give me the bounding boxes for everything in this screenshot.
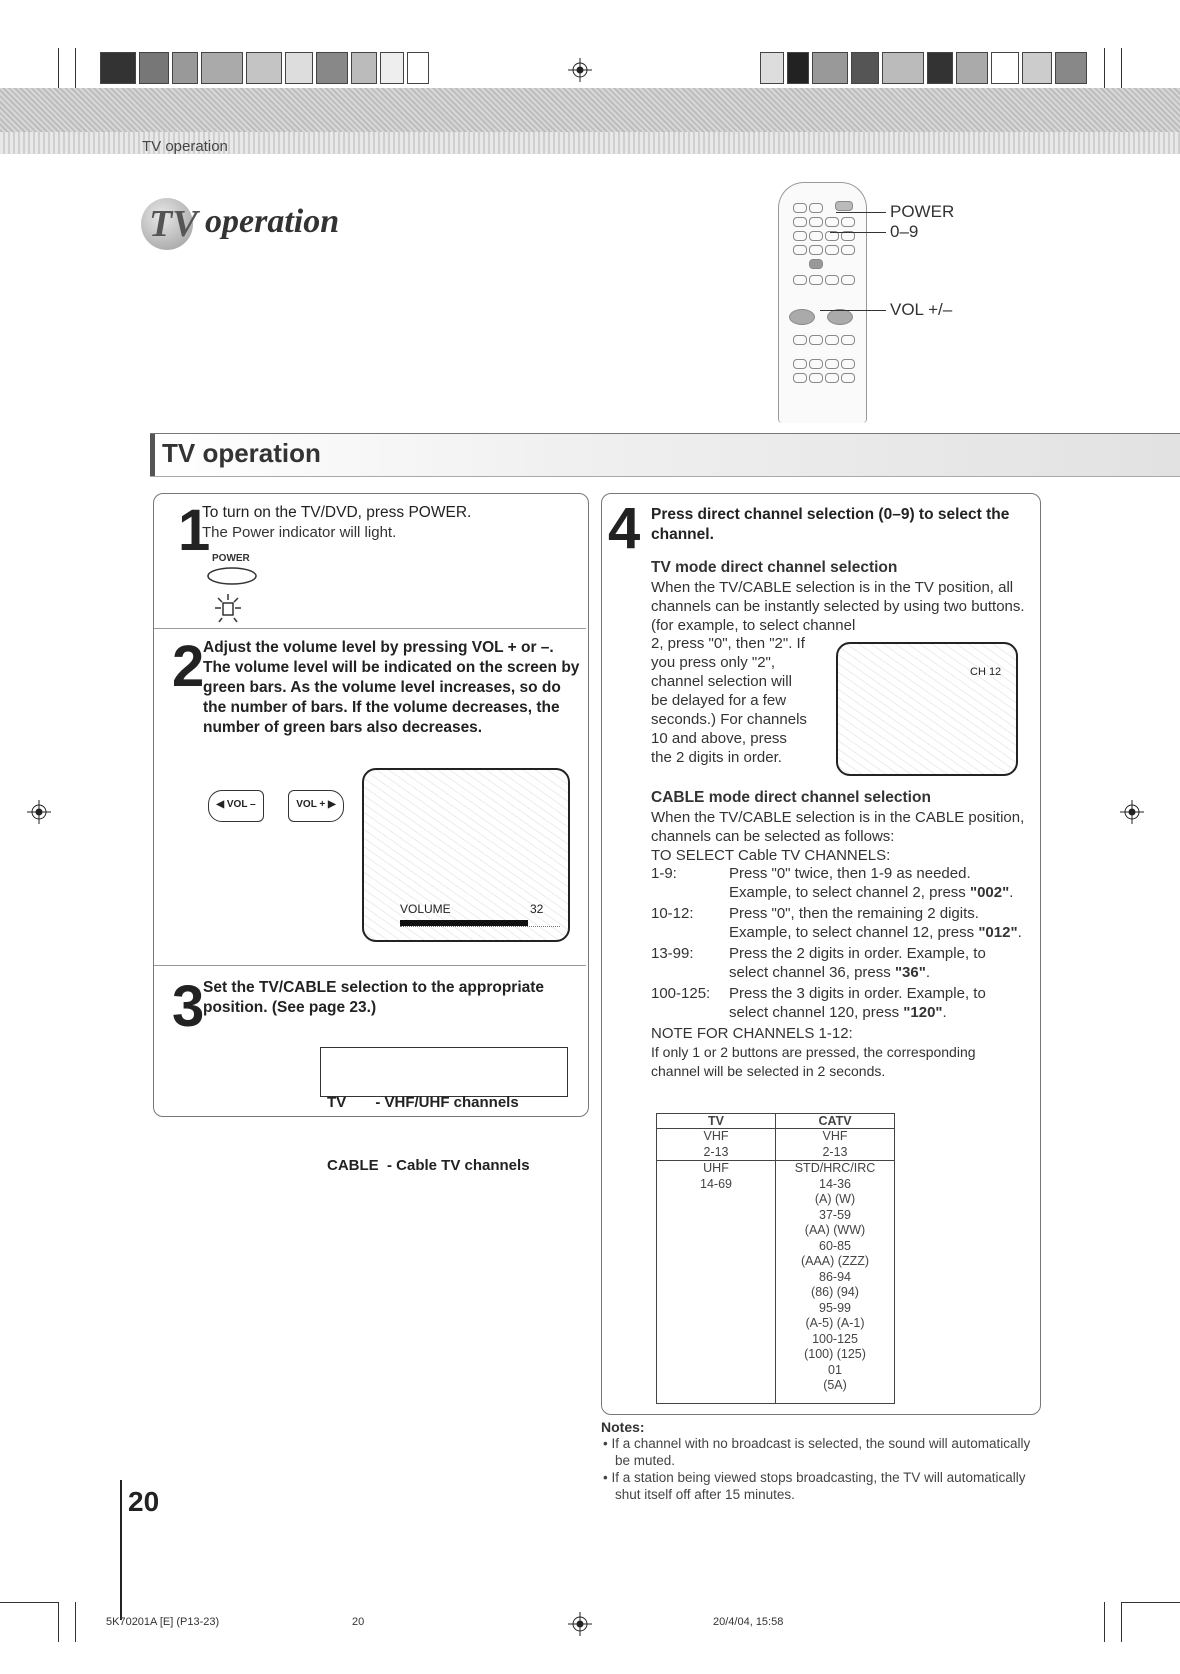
color-bar-right — [760, 52, 1090, 82]
step2-heading: Adjust the volume level by pressing VOL + or –. The volume level will be indicated on the screen by green bars. As the volume level increases, so do the number of bars. If the volume decreases, the number of green bars also decreases. — [203, 639, 580, 736]
footer-page-small: 20 — [352, 1616, 365, 1628]
table-cell: 37-59 — [819, 1207, 851, 1222]
range-desc-end: . — [942, 1004, 947, 1021]
tv-mode-wrap-line: 10 and above, press — [651, 730, 787, 747]
range-row — [651, 944, 1027, 982]
range-desc: Press the 2 digits in order. Example, to select channel 36, press — [729, 945, 986, 981]
table-cell: (100) (125) — [804, 1347, 866, 1361]
note-text: If a channel with no broadcast is selected, the sound will automatically be muted. — [611, 1436, 1031, 1468]
cable-mode-intro: When the TV/CABLE selection is in the CABLE position, channels can be selected as follows: — [651, 809, 1025, 845]
range-label: 100-125: — [651, 985, 711, 1002]
page-title: operation — [205, 203, 340, 240]
channel-osd-screen — [836, 642, 1018, 776]
title-emblem-text: TV — [149, 203, 198, 245]
tv-cable-row-tv: TV - VHF/UHF channels — [327, 1094, 519, 1111]
power-button-icon — [206, 566, 258, 586]
vol-minus-arrow-icon: ◀ — [216, 799, 225, 810]
range-desc-end: . — [1009, 884, 1014, 901]
tv-mode-wrap-line: the 2 digits in order. — [651, 749, 782, 766]
note-text: If a station being viewed stops broadcasting, the TV will automatically shut itself off after 15 minutes. — [611, 1470, 1026, 1502]
channel-table-wrap — [656, 1113, 895, 1404]
indicator-light-icon — [212, 592, 244, 624]
table-cell-catv-list — [776, 1161, 895, 1404]
callout-volume: VOL +/– — [890, 300, 953, 319]
table-cell: 95-99 — [819, 1300, 851, 1315]
table-cell: (86) (94) — [811, 1285, 859, 1299]
tv-cable-box — [320, 1047, 568, 1174]
callout-power: POWER — [890, 202, 955, 221]
page-number: 20 — [128, 1486, 160, 1517]
tv-cable-row-cable: CABLE - Cable TV channels — [327, 1157, 530, 1174]
footer-date: 20/4/04, 15:58 — [713, 1616, 784, 1628]
range-code: "012" — [978, 924, 1018, 941]
color-bar-left — [100, 52, 432, 82]
step1-heading: To turn on the TV/DVD, press POWER. — [202, 504, 472, 521]
note-item: • If a channel with no broadcast is selected, the sound will automatically be muted. — [603, 1436, 1031, 1468]
table-header-row — [657, 1114, 895, 1129]
table-cell: STD/HRC/IRC — [794, 1161, 876, 1175]
step3-heading: Set the TV/CABLE selection to the appropriate position. (See page 23.) — [203, 979, 545, 1016]
table-cell: (A) (W) — [814, 1192, 856, 1206]
tv-mode-wrap-line: 2, press "0", then "2". If — [651, 635, 805, 652]
step-number-1: 1 — [178, 498, 211, 563]
step-number-4: 4 — [608, 496, 641, 561]
table-cell: (A-5) (A-1) — [805, 1316, 865, 1330]
volume-bar-fill — [400, 920, 528, 926]
range-label: 1-9: — [651, 865, 677, 882]
table-cell: VHF — [703, 1129, 729, 1143]
registration-mark-right — [1120, 800, 1144, 824]
range-code: "36" — [894, 964, 926, 981]
table-cell: (AA) (WW) — [804, 1223, 866, 1237]
table-cell: 100-125 — [812, 1331, 858, 1346]
title-emblem — [141, 198, 198, 250]
power-button-label: POWER — [212, 553, 250, 564]
range-desc-end: . — [925, 964, 931, 981]
table-header-tv: TV — [657, 1114, 776, 1129]
registration-mark-bottom — [568, 1612, 592, 1636]
vol-minus-label: VOL – — [226, 799, 256, 810]
vol-plus-button — [288, 790, 344, 822]
range-code: "120" — [903, 1004, 943, 1021]
note-item: • If a station being viewed stops broadcasting, the TV will automatically shut itself off after 15 minutes. — [603, 1470, 1026, 1502]
range-desc: Press "0", then the remaining 2 digits. Example, to select channel 12, press — [729, 905, 979, 941]
osd-volume-value: 32 — [530, 902, 544, 916]
volume-bar-track — [400, 920, 560, 927]
tv-mode-wrap-line: you press only "2", — [651, 654, 776, 671]
volume-osd-screen — [362, 768, 570, 942]
section-title: TV operation — [162, 438, 321, 468]
range-label: 10-12: — [651, 905, 694, 922]
vol-minus-button — [208, 790, 264, 822]
table-cell: 14-69 — [700, 1176, 732, 1191]
osd-channel: CH 12 — [970, 666, 1002, 678]
vol-plus-label: VOL + — [296, 799, 326, 810]
tv-mode-wrap-line: channel selection will — [651, 673, 792, 690]
step-number-3: 3 — [172, 974, 205, 1039]
table-cell: 14-36 — [819, 1176, 851, 1191]
table-row-vhf — [657, 1129, 895, 1161]
footer-file-code: 5K70201A [E] (P13-23) — [106, 1616, 220, 1628]
table-cell: 2-13 — [822, 1144, 848, 1159]
tv-mode-wrap-line: be delayed for a few — [651, 692, 787, 709]
tv-mode-wrap-line: seconds.) For channels — [651, 711, 807, 728]
registration-mark-top — [568, 58, 592, 82]
channel-table — [656, 1113, 895, 1404]
table-cell: 86-94 — [819, 1269, 851, 1284]
channels-note-text: If only 1 or 2 buttons are pressed, the corresponding channel will be selected in 2 seconds. — [651, 1044, 976, 1079]
table-cell: 01 — [828, 1362, 842, 1377]
step4-heading: Press direct channel selection (0–9) to select the channel. — [651, 506, 1010, 543]
channels-note-title: NOTE FOR CHANNELS 1-12: — [651, 1025, 853, 1042]
callout-digits: 0–9 — [890, 222, 919, 241]
range-row — [651, 904, 1027, 942]
tv-mode-title: TV mode direct channel selection — [651, 559, 898, 576]
remote-control-illustration — [778, 182, 867, 423]
table-row-uhf — [657, 1161, 895, 1404]
notes-title: Notes: — [601, 1419, 645, 1435]
cable-mode-title: CABLE mode direct channel selection — [651, 789, 931, 806]
registration-mark-left — [27, 800, 51, 824]
table-cell: (AAA) (ZZZ) — [800, 1254, 870, 1268]
range-row — [651, 864, 1027, 902]
table-cell: 60-85 — [819, 1238, 851, 1253]
range-desc: Press the 3 digits in order. Example, to select channel 120, press — [729, 985, 986, 1021]
table-cell: VHF — [822, 1129, 848, 1143]
vol-plus-arrow-icon: ▶ — [328, 799, 336, 810]
osd-volume-label: VOLUME — [400, 902, 451, 916]
header-label: TV operation — [142, 138, 228, 155]
range-desc-end: . — [1017, 924, 1022, 941]
table-cell: UHF — [703, 1161, 729, 1175]
step-number-2: 2 — [172, 634, 205, 699]
range-label: 13-99: — [651, 945, 694, 962]
range-code: "002" — [969, 884, 1010, 901]
tv-mode-intro: When the TV/CABLE selection is in the TV position, all channels can be instantly selected by using two buttons. (for example, to select channel — [651, 579, 1025, 634]
cable-select-label: TO SELECT Cable TV CHANNELS: — [651, 847, 891, 864]
table-cell: (5A) — [823, 1378, 847, 1392]
table-cell: 2-13 — [703, 1144, 729, 1159]
table-header-catv: CATV — [776, 1114, 895, 1129]
step1-text: The Power indicator will light. — [202, 524, 397, 541]
range-row — [651, 984, 1027, 1022]
range-desc: Press "0" twice, then 1-9 as needed. Example, to select channel 2, press — [729, 865, 971, 901]
